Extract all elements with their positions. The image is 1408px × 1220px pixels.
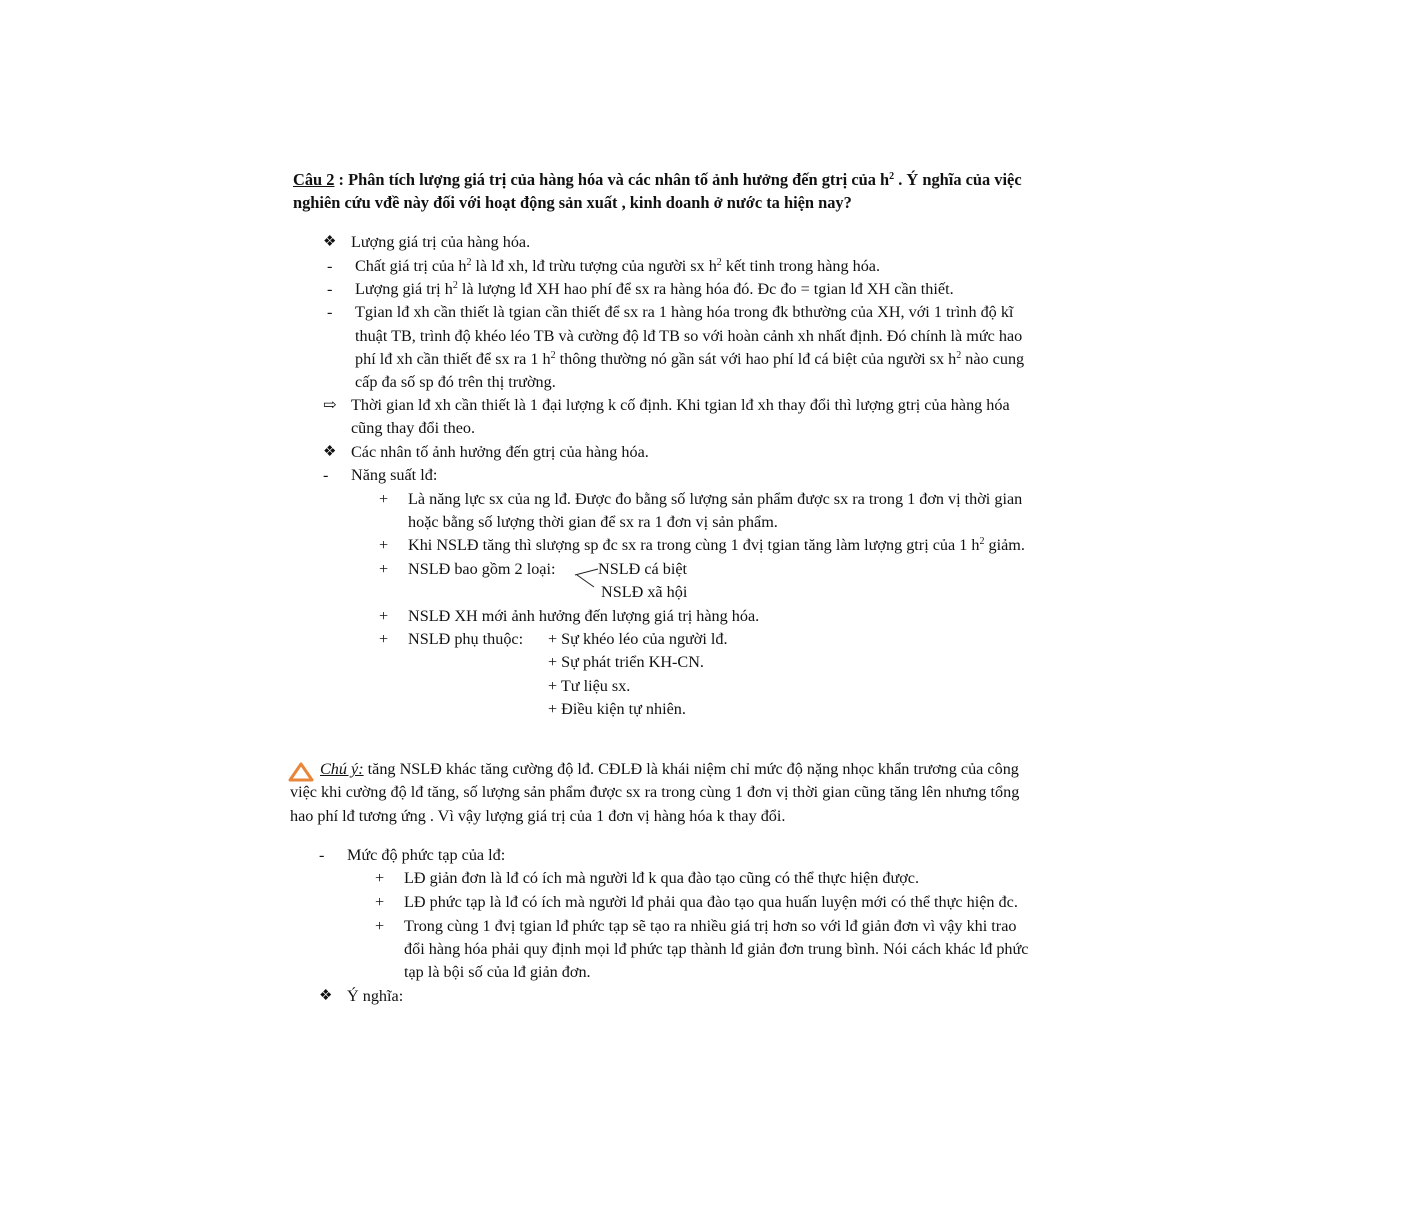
note-line-1	[320, 759, 1019, 779]
text: tăng NSLĐ khác tăng cường độ lđ. CĐLĐ là khái niệm chỉ mức độ nặng nhọc khẩn trương của công	[363, 760, 1019, 778]
sub-item-continuation: tạp là bội số của lđ giản đơn.	[404, 963, 591, 981]
plus-bullet: +	[379, 607, 389, 625]
text: phí lđ xh cần thiết để sx ra 1 h	[355, 350, 551, 368]
sub-item: LĐ phức tạp là lđ có ích mà người lđ phải qua đào tạo qua huấn luyện mới có thể thực hiện đc.	[404, 893, 1018, 911]
title-text: . Ý nghĩa của việc	[894, 170, 1022, 189]
list-item: Tgian lđ xh cần thiết là tgian cần thiết để sx ra 1 hàng hóa trong đk bthường của XH, với 1 trình độ kĩ	[355, 303, 1014, 321]
section-heading-value: Lượng giá trị của hàng hóa.	[351, 233, 531, 251]
sub-item: NSLĐ bao gồm 2 loại:	[408, 560, 556, 578]
arrow-bullet-icon: ⇨	[323, 396, 337, 414]
dash-bullet: -	[323, 466, 329, 484]
list-item: Mức độ phức tạp của lđ:	[347, 846, 506, 864]
dash-bullet: -	[327, 303, 333, 321]
branch-item: NSLĐ cá biệt	[598, 560, 688, 578]
list-item	[355, 279, 954, 299]
question-title-line-1	[293, 170, 1022, 190]
text: Khi NSLĐ tăng thì slượng sp đc sx ra trong cùng 1 đvị tgian tăng làm lượng gtrị của 1 h	[408, 536, 980, 554]
superscript: 2	[889, 171, 895, 182]
plus-bullet: +	[375, 917, 385, 935]
dash-bullet: -	[319, 846, 325, 864]
text: là lđ xh, lđ trừu tượng của người sx h	[471, 257, 717, 275]
question-label: Câu 2	[293, 170, 335, 189]
plus-bullet: +	[379, 536, 389, 554]
sub-item: NSLĐ phụ thuộc:	[408, 630, 524, 648]
list-item: Thời gian lđ xh cần thiết là 1 đại lượng k cố định. Khi tgian lđ xh thay đổi thì lượng gtrị của hàng hóa	[351, 396, 1010, 414]
dependency-item: + Sự khéo léo của người lđ.	[548, 630, 728, 648]
sub-item: NSLĐ XH mới ảnh hưởng đến lượng giá trị hàng hóa.	[408, 607, 760, 625]
section-heading-value: Ý nghĩa:	[347, 987, 404, 1005]
superscript: 2	[716, 257, 722, 268]
diamond-bullet-icon: ❖	[323, 234, 337, 250]
sub-item	[408, 535, 1025, 555]
list-item-continuation: cấp đa số sp đó trên thị trường.	[355, 373, 556, 391]
list-item	[355, 256, 880, 276]
diamond-bullet-icon: ❖	[323, 444, 337, 460]
plus-bullet: +	[379, 560, 389, 578]
dependency-item: + Tư liệu sx.	[548, 677, 631, 695]
dependency-item: + Sự phát triển KH-CN.	[548, 653, 704, 671]
note-label: Chú ý:	[320, 760, 364, 778]
plus-bullet: +	[375, 893, 385, 911]
question-title-line-2: nghiên cứu vđề này đối với hoạt động sản xuất , kinh doanh ở nước ta hiện nay?	[293, 193, 852, 212]
note-line-2: việc khi cường độ lđ tăng, số lượng sản phẩm được sx ra trong cùng 1 đơn vị thời gian cũng tăng lên nhưng tổng	[290, 783, 1020, 801]
text: nào cung	[961, 350, 1025, 368]
superscript: 2	[956, 350, 962, 361]
sub-item-continuation: hoặc bằng số lượng thời gian để sx ra 1 đơn vị sản phẩm.	[408, 513, 778, 531]
diamond-bullet-icon: ❖	[319, 988, 333, 1004]
branch-item: NSLĐ xã hội	[601, 583, 688, 601]
plus-bullet: +	[379, 490, 389, 508]
title-text: : Phân tích lượng giá trị của hàng hóa và các nhân tố ảnh hưởng đến gtrị của h	[334, 170, 890, 189]
text: Chất giá trị của h	[355, 257, 467, 275]
list-item: Năng suất lđ:	[351, 466, 438, 484]
superscript: 2	[550, 350, 556, 361]
warning-icon	[288, 761, 314, 783]
superscript: 2	[452, 280, 458, 291]
list-item-continuation: thuật TB, trình độ khéo léo TB và cường độ lđ TB so với hoàn cảnh xh nhất định. Đó chính là mức hao	[355, 327, 1023, 345]
dash-bullet: -	[327, 280, 333, 298]
section-heading-value: Các nhân tố ảnh hưởng đến gtrị của hàng hóa.	[351, 443, 649, 461]
text: kết tinh trong hàng hóa.	[721, 257, 881, 275]
plus-bullet: +	[375, 869, 385, 887]
sub-item-continuation: đổi hàng hóa phải quy định mọi lđ phức tạp thành lđ giản đơn trung bình. Nói cách khác lđ phức	[404, 940, 1029, 958]
superscript: 2	[466, 257, 472, 268]
dependency-item: + Điều kiện tự nhiên.	[548, 700, 686, 718]
text: Lượng giá trị h	[355, 280, 453, 298]
superscript: 2	[979, 536, 985, 547]
sub-item: LĐ giản đơn là lđ có ích mà người lđ k qua đào tạo cũng có thể thực hiện được.	[404, 869, 920, 887]
text: giảm.	[984, 536, 1025, 554]
note-line-3: hao phí lđ tương ứng . Vì vậy lượng giá trị của 1 đơn vị hàng hóa k thay đổi.	[290, 807, 786, 825]
plus-bullet: +	[379, 630, 389, 648]
text: thông thường nó gần sát với hao phí lđ cá biệt của người sx h	[555, 350, 957, 368]
dash-bullet: -	[327, 257, 333, 275]
text: là lượng lđ XH hao phí để sx ra hàng hóa đó. Đc đo = tgian lđ XH cần thiết.	[457, 280, 954, 298]
sub-item: Là năng lực sx của ng lđ. Được đo bằng số lượng sản phẩm được sx ra trong 1 đơn vị thời gian	[408, 490, 1023, 508]
list-item-continuation: cũng thay đổi theo.	[351, 419, 476, 437]
list-item-continuation	[355, 349, 1024, 369]
sub-item: Trong cùng 1 đvị tgian lđ phức tạp sẽ tạo ra nhiều giá trị hơn so với lđ giản đơn vì vậy khi trao	[404, 917, 1017, 935]
